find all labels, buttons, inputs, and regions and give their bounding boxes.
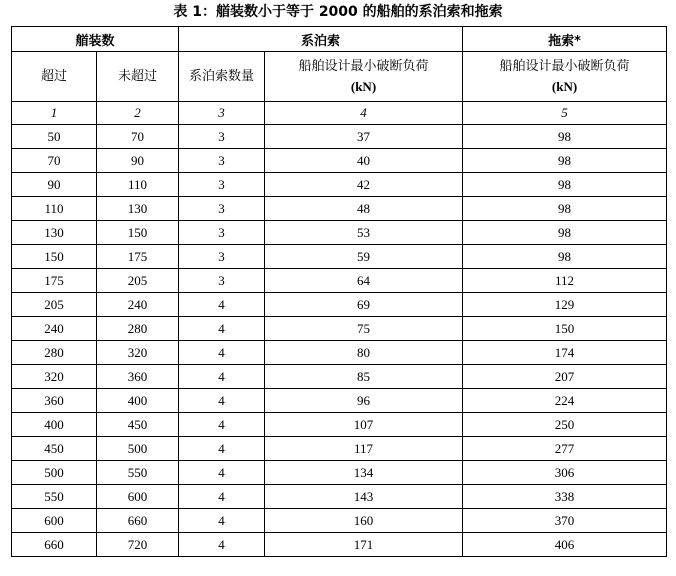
cell-not-over: 130 [97, 197, 179, 221]
cell-towline-load: 207 [463, 365, 667, 389]
header-mooring-count: 系泊索数量 [179, 52, 265, 102]
cell-over: 240 [12, 317, 97, 341]
cell-mooring-count: 4 [179, 533, 265, 557]
cell-mooring-load: 96 [265, 389, 463, 413]
header-towline-breaking-load [463, 52, 667, 102]
cell-mooring-count: 4 [179, 413, 265, 437]
cell-over: 400 [12, 413, 97, 437]
cell-towline-load: 224 [463, 389, 667, 413]
cell-not-over: 660 [97, 509, 179, 533]
cell-mooring-load: 171 [265, 533, 463, 557]
column-number-cell: 3 [179, 102, 265, 125]
cell-towline-load: 112 [463, 269, 667, 293]
cell-not-over: 150 [97, 221, 179, 245]
cell-not-over: 550 [97, 461, 179, 485]
towline-load-label: 船舶设计最小破断负荷 [499, 58, 630, 74]
cell-mooring-count: 4 [179, 485, 265, 509]
cell-over: 150 [12, 245, 97, 269]
cell-not-over: 280 [97, 317, 179, 341]
table-row [12, 437, 667, 461]
table-row [12, 533, 667, 557]
cell-towline-load: 370 [463, 509, 667, 533]
cell-over: 660 [12, 533, 97, 557]
cell-mooring-count: 3 [179, 197, 265, 221]
cell-not-over: 175 [97, 245, 179, 269]
cell-mooring-load: 48 [265, 197, 463, 221]
cell-not-over: 600 [97, 485, 179, 509]
cell-over: 450 [12, 437, 97, 461]
cell-mooring-count: 3 [179, 125, 265, 149]
cell-towline-load: 129 [463, 293, 667, 317]
cell-mooring-load: 117 [265, 437, 463, 461]
cell-mooring-load: 69 [265, 293, 463, 317]
column-number-row [12, 102, 667, 125]
cell-towline-load: 98 [463, 245, 667, 269]
column-number-cell: 1 [12, 102, 97, 125]
header-towline: 拖索* [463, 27, 667, 52]
mooring-towline-table [11, 26, 667, 557]
cell-mooring-load: 40 [265, 149, 463, 173]
header-mooring-lines: 系泊索 [179, 27, 463, 52]
table-row [12, 245, 667, 269]
header-mooring-breaking-load [265, 52, 463, 102]
cell-mooring-load: 59 [265, 245, 463, 269]
cell-not-over: 320 [97, 341, 179, 365]
table-row [12, 149, 667, 173]
cell-not-over: 360 [97, 365, 179, 389]
cell-not-over: 500 [97, 437, 179, 461]
cell-mooring-count: 4 [179, 389, 265, 413]
cell-towline-load: 338 [463, 485, 667, 509]
cell-over: 90 [12, 173, 97, 197]
column-number-cell: 4 [265, 102, 463, 125]
cell-over: 70 [12, 149, 97, 173]
cell-towline-load: 277 [463, 437, 667, 461]
table-row [12, 365, 667, 389]
header-over: 超过 [12, 52, 97, 102]
cell-over: 175 [12, 269, 97, 293]
cell-mooring-count: 3 [179, 221, 265, 245]
cell-towline-load: 98 [463, 125, 667, 149]
cell-not-over: 110 [97, 173, 179, 197]
cell-mooring-load: 80 [265, 341, 463, 365]
cell-mooring-load: 64 [265, 269, 463, 293]
table-row [12, 221, 667, 245]
cell-towline-load: 406 [463, 533, 667, 557]
table-row [12, 125, 667, 149]
cell-over: 550 [12, 485, 97, 509]
table-row [12, 461, 667, 485]
column-number-cell: 5 [463, 102, 667, 125]
table-row [12, 269, 667, 293]
cell-mooring-load: 85 [265, 365, 463, 389]
table-caption: 表 1：艏装数小于等于 2000 的船舶的系泊索和拖索 [173, 4, 503, 20]
cell-mooring-load: 37 [265, 125, 463, 149]
table-row [12, 173, 667, 197]
cell-not-over: 240 [97, 293, 179, 317]
cell-mooring-load: 143 [265, 485, 463, 509]
cell-mooring-count: 4 [179, 461, 265, 485]
cell-mooring-load: 107 [265, 413, 463, 437]
towline-load-unit: (kN) [551, 78, 578, 94]
cell-not-over: 90 [97, 149, 179, 173]
cell-mooring-count: 3 [179, 269, 265, 293]
cell-over: 280 [12, 341, 97, 365]
cell-over: 50 [12, 125, 97, 149]
table-body [12, 125, 667, 557]
cell-mooring-load: 160 [265, 509, 463, 533]
cell-towline-load: 98 [463, 173, 667, 197]
cell-towline-load: 306 [463, 461, 667, 485]
cell-towline-load: 98 [463, 149, 667, 173]
table-row [12, 317, 667, 341]
cell-mooring-count: 4 [179, 341, 265, 365]
header-not-over: 未超过 [97, 52, 179, 102]
cell-towline-load: 250 [463, 413, 667, 437]
cell-mooring-count: 3 [179, 173, 265, 197]
cell-mooring-load: 53 [265, 221, 463, 245]
cell-over: 205 [12, 293, 97, 317]
cell-mooring-count: 4 [179, 365, 265, 389]
table-row [12, 389, 667, 413]
header-equipment-number: 艏装数 [12, 27, 179, 52]
cell-not-over: 450 [97, 413, 179, 437]
cell-over: 360 [12, 389, 97, 413]
cell-mooring-count: 4 [179, 293, 265, 317]
cell-over: 600 [12, 509, 97, 533]
cell-over: 500 [12, 461, 97, 485]
cell-over: 110 [12, 197, 97, 221]
cell-mooring-load: 75 [265, 317, 463, 341]
cell-mooring-count: 3 [179, 245, 265, 269]
table-row [12, 413, 667, 437]
table-row [12, 509, 667, 533]
cell-not-over: 205 [97, 269, 179, 293]
mooring-load-label: 船舶设计最小破断负荷 [298, 58, 429, 74]
cell-over: 320 [12, 365, 97, 389]
cell-towline-load: 98 [463, 197, 667, 221]
cell-mooring-count: 4 [179, 509, 265, 533]
cell-mooring-count: 4 [179, 437, 265, 461]
cell-over: 130 [12, 221, 97, 245]
column-number-cell: 2 [97, 102, 179, 125]
table-row [12, 485, 667, 509]
cell-towline-load: 98 [463, 221, 667, 245]
cell-mooring-count: 3 [179, 149, 265, 173]
cell-towline-load: 150 [463, 317, 667, 341]
table-row [12, 293, 667, 317]
mooring-load-unit: (kN) [350, 78, 377, 94]
cell-mooring-load: 134 [265, 461, 463, 485]
cell-mooring-count: 4 [179, 317, 265, 341]
cell-mooring-load: 42 [265, 173, 463, 197]
cell-not-over: 400 [97, 389, 179, 413]
cell-not-over: 70 [97, 125, 179, 149]
table-row [12, 341, 667, 365]
table-row [12, 197, 667, 221]
cell-not-over: 720 [97, 533, 179, 557]
cell-towline-load: 174 [463, 341, 667, 365]
